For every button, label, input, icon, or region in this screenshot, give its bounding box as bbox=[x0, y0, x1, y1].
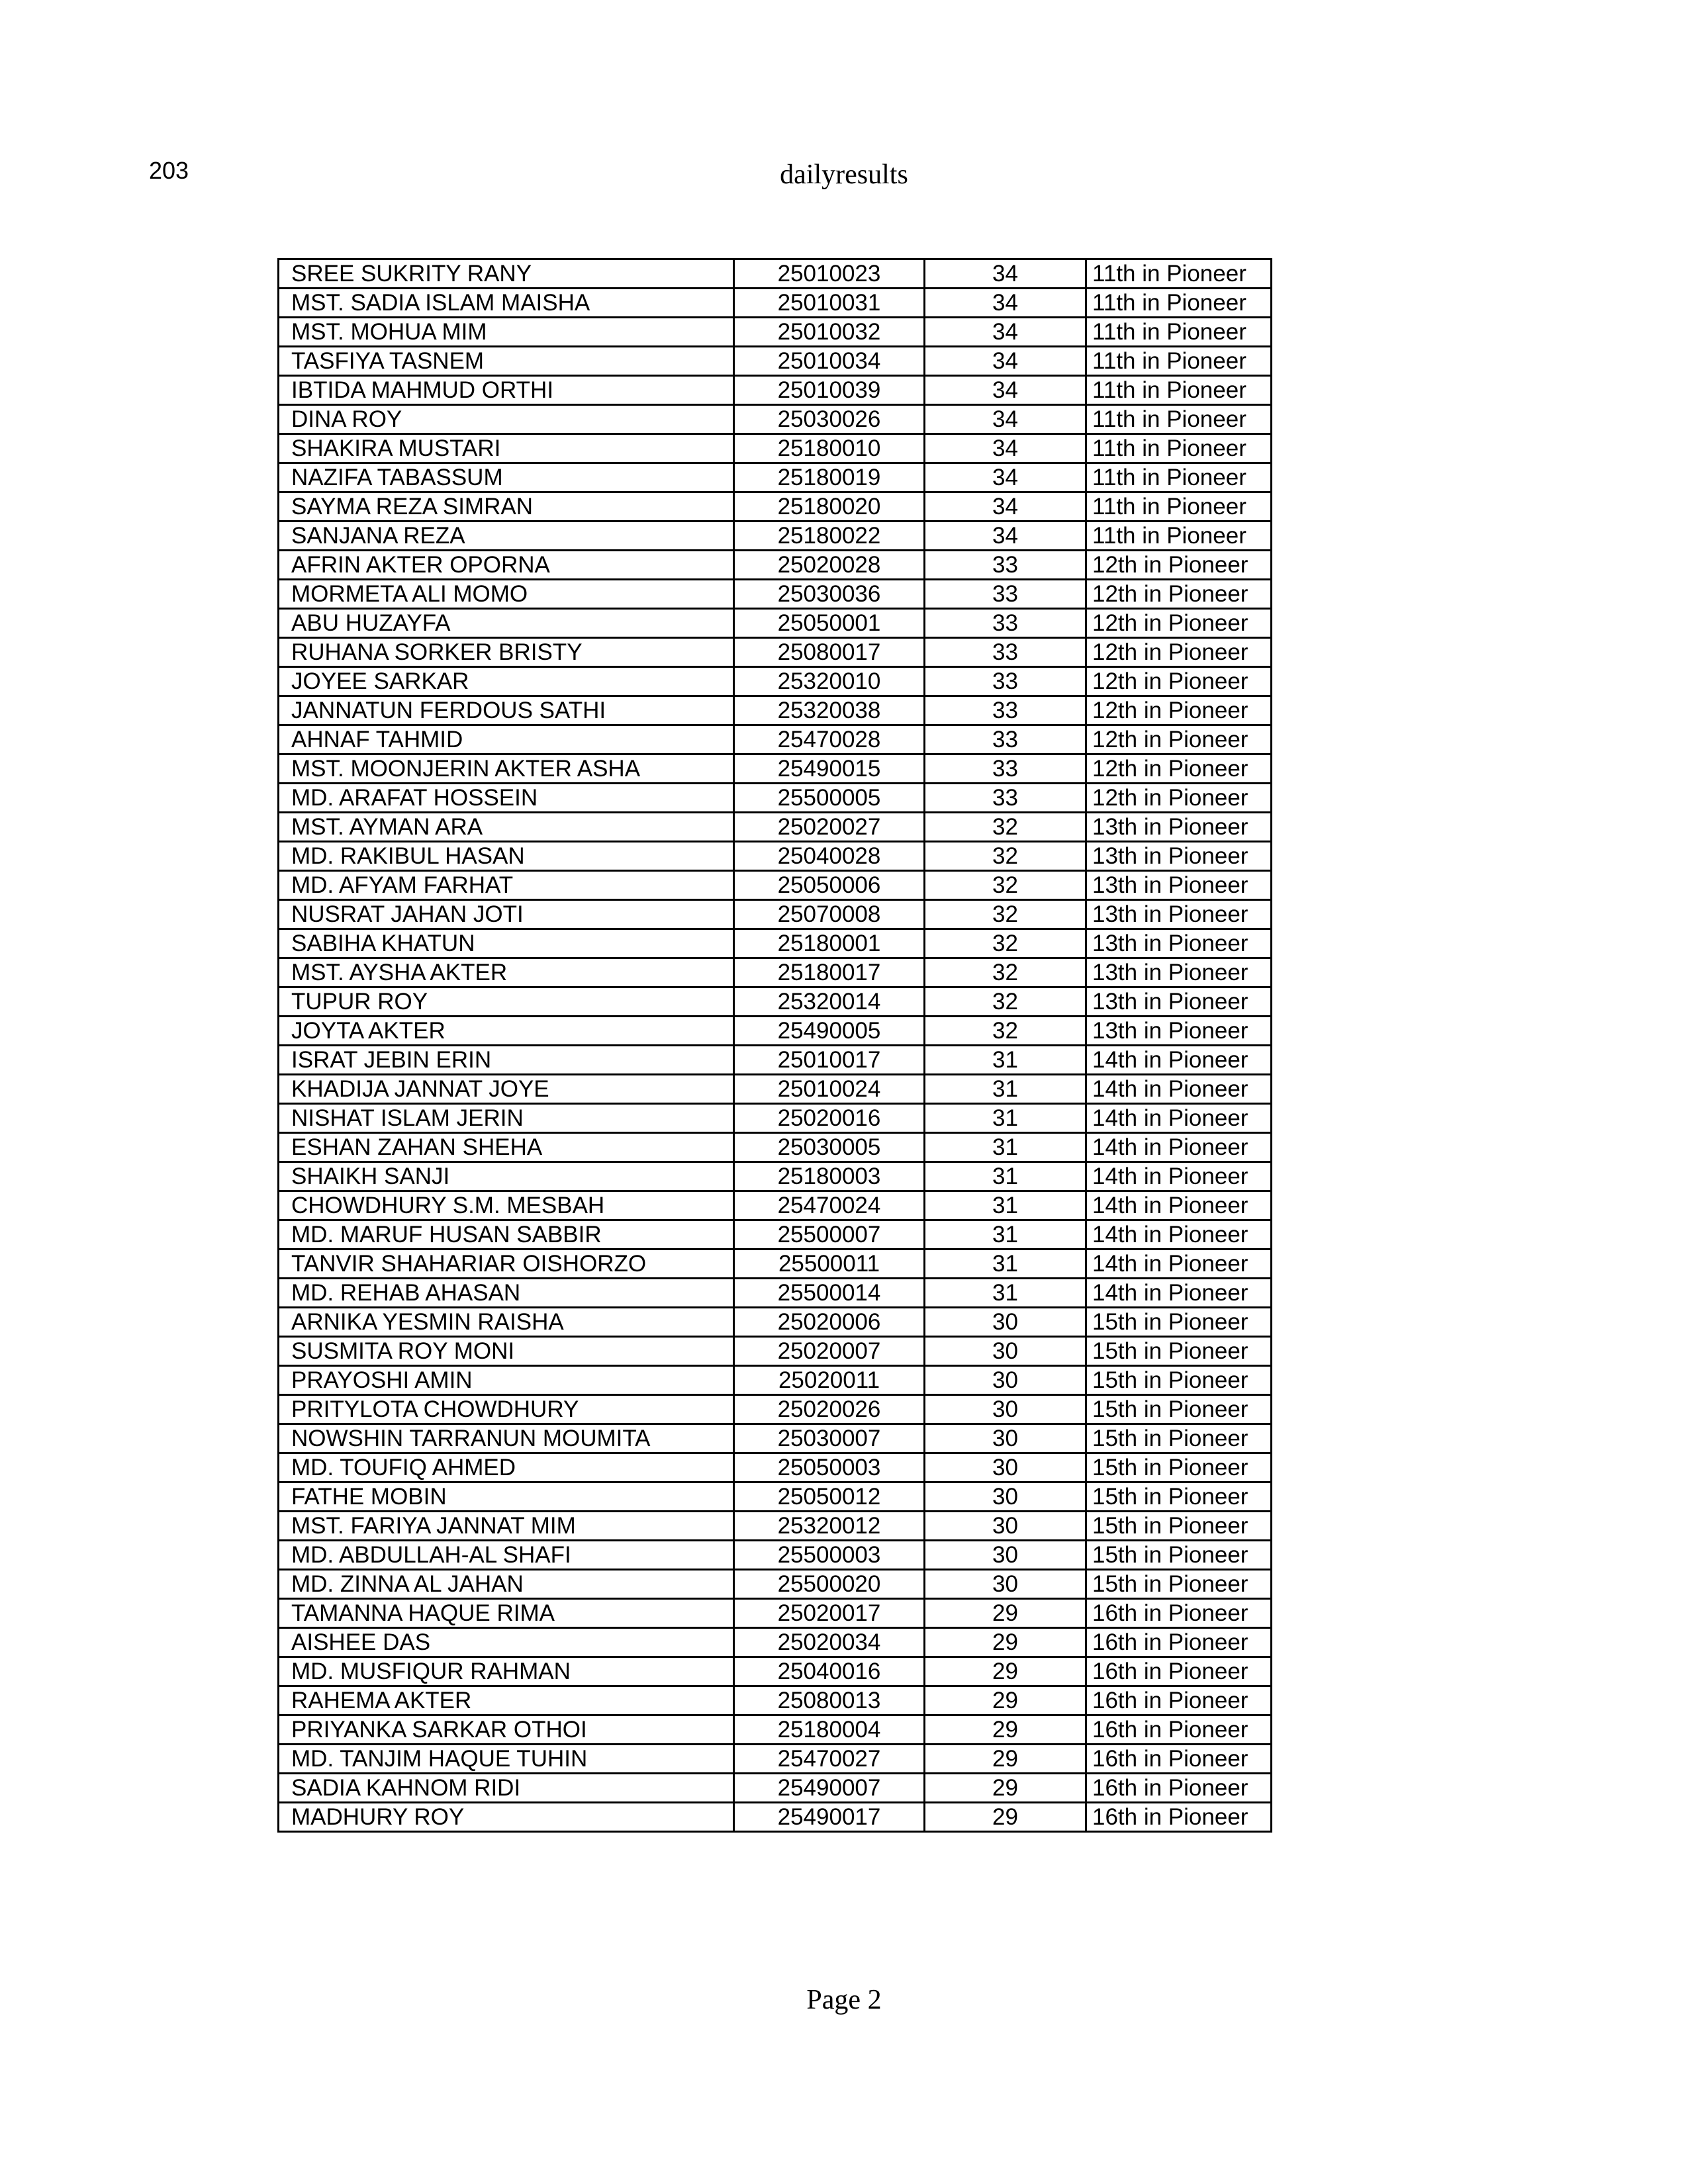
position-cell: 16th in Pioneer bbox=[1086, 1803, 1272, 1832]
table-row bbox=[279, 1570, 1272, 1599]
roll-number-cell: 25180020 bbox=[734, 492, 925, 522]
roll-number-cell: 25020016 bbox=[734, 1104, 925, 1133]
roll-number-cell: 25010039 bbox=[734, 376, 925, 405]
student-name-cell: MST. SADIA ISLAM MAISHA bbox=[279, 289, 734, 318]
student-name-cell: JOYEE SARKAR bbox=[279, 667, 734, 696]
position-cell: 13th in Pioneer bbox=[1086, 958, 1272, 987]
roll-number-cell: 25470027 bbox=[734, 1745, 925, 1774]
marks-cell: 31 bbox=[925, 1104, 1086, 1133]
student-name-cell: MD. RAKIBUL HASAN bbox=[279, 842, 734, 871]
position-cell: 15th in Pioneer bbox=[1086, 1337, 1272, 1366]
position-cell: 14th in Pioneer bbox=[1086, 1046, 1272, 1075]
marks-cell: 30 bbox=[925, 1424, 1086, 1453]
table-row bbox=[279, 318, 1272, 347]
student-name-cell: MST. MOONJERIN AKTER ASHA bbox=[279, 754, 734, 784]
position-cell: 15th in Pioneer bbox=[1086, 1308, 1272, 1337]
student-name-cell: KHADIJA JANNAT JOYE bbox=[279, 1075, 734, 1104]
student-name-cell: SUSMITA ROY MONI bbox=[279, 1337, 734, 1366]
table-row bbox=[279, 1482, 1272, 1512]
marks-cell: 34 bbox=[925, 522, 1086, 551]
roll-number-cell: 25020006 bbox=[734, 1308, 925, 1337]
roll-number-cell: 25500007 bbox=[734, 1220, 925, 1250]
roll-number-cell: 25020011 bbox=[734, 1366, 925, 1395]
roll-number-cell: 25500014 bbox=[734, 1279, 925, 1308]
roll-number-cell: 25320012 bbox=[734, 1512, 925, 1541]
roll-number-cell: 25020017 bbox=[734, 1599, 925, 1628]
table-row bbox=[279, 1133, 1272, 1162]
roll-number-cell: 25180004 bbox=[734, 1715, 925, 1745]
student-name-cell: PRITYLOTA CHOWDHURY bbox=[279, 1395, 734, 1424]
marks-cell: 30 bbox=[925, 1453, 1086, 1482]
table-row bbox=[279, 1366, 1272, 1395]
marks-cell: 33 bbox=[925, 609, 1086, 638]
marks-cell: 32 bbox=[925, 842, 1086, 871]
position-cell: 13th in Pioneer bbox=[1086, 871, 1272, 900]
student-name-cell: CHOWDHURY S.M. MESBAH bbox=[279, 1191, 734, 1220]
student-name-cell: MST. FARIYA JANNAT MIM bbox=[279, 1512, 734, 1541]
position-cell: 11th in Pioneer bbox=[1086, 347, 1272, 376]
position-cell: 14th in Pioneer bbox=[1086, 1104, 1272, 1133]
marks-cell: 30 bbox=[925, 1337, 1086, 1366]
roll-number-cell: 25010034 bbox=[734, 347, 925, 376]
student-name-cell: MD. AFYAM FARHAT bbox=[279, 871, 734, 900]
roll-number-cell: 25470024 bbox=[734, 1191, 925, 1220]
marks-cell: 31 bbox=[925, 1133, 1086, 1162]
roll-number-cell: 25030036 bbox=[734, 580, 925, 609]
table-row bbox=[279, 289, 1272, 318]
table-row bbox=[279, 1541, 1272, 1570]
student-name-cell: ISRAT JEBIN ERIN bbox=[279, 1046, 734, 1075]
roll-number-cell: 25490017 bbox=[734, 1803, 925, 1832]
table-row bbox=[279, 1803, 1272, 1832]
student-name-cell: ESHAN ZAHAN SHEHA bbox=[279, 1133, 734, 1162]
position-cell: 15th in Pioneer bbox=[1086, 1424, 1272, 1453]
marks-cell: 34 bbox=[925, 318, 1086, 347]
student-name-cell: TAMANNA HAQUE RIMA bbox=[279, 1599, 734, 1628]
marks-cell: 34 bbox=[925, 376, 1086, 405]
marks-cell: 29 bbox=[925, 1686, 1086, 1715]
roll-number-cell: 25180001 bbox=[734, 929, 925, 958]
roll-number-cell: 25490007 bbox=[734, 1774, 925, 1803]
student-name-cell: SABIHA KHATUN bbox=[279, 929, 734, 958]
marks-cell: 31 bbox=[925, 1046, 1086, 1075]
table-row bbox=[279, 1046, 1272, 1075]
position-cell: 11th in Pioneer bbox=[1086, 405, 1272, 434]
position-cell: 12th in Pioneer bbox=[1086, 667, 1272, 696]
table-row bbox=[279, 522, 1272, 551]
table-row bbox=[279, 1395, 1272, 1424]
student-name-cell: MD. ARAFAT HOSSEIN bbox=[279, 784, 734, 813]
roll-number-cell: 25040016 bbox=[734, 1657, 925, 1686]
student-name-cell: JOYTA AKTER bbox=[279, 1017, 734, 1046]
student-name-cell: JANNATUN FERDOUS SATHI bbox=[279, 696, 734, 725]
roll-number-cell: 25010031 bbox=[734, 289, 925, 318]
table-row bbox=[279, 434, 1272, 463]
position-cell: 12th in Pioneer bbox=[1086, 551, 1272, 580]
roll-number-cell: 25500003 bbox=[734, 1541, 925, 1570]
table-row bbox=[279, 609, 1272, 638]
position-cell: 13th in Pioneer bbox=[1086, 900, 1272, 929]
page-footer: Page 2 bbox=[806, 1985, 882, 2015]
position-cell: 14th in Pioneer bbox=[1086, 1133, 1272, 1162]
marks-cell: 32 bbox=[925, 1017, 1086, 1046]
table-row bbox=[279, 1599, 1272, 1628]
table-row bbox=[279, 1657, 1272, 1686]
position-cell: 13th in Pioneer bbox=[1086, 1017, 1272, 1046]
roll-number-cell: 25020028 bbox=[734, 551, 925, 580]
marks-cell: 30 bbox=[925, 1482, 1086, 1512]
marks-cell: 31 bbox=[925, 1250, 1086, 1279]
student-name-cell: MST. AYSHA AKTER bbox=[279, 958, 734, 987]
roll-number-cell: 25010024 bbox=[734, 1075, 925, 1104]
student-name-cell: SREE SUKRITY RANY bbox=[279, 259, 734, 289]
table-row bbox=[279, 580, 1272, 609]
student-name-cell: MADHURY ROY bbox=[279, 1803, 734, 1832]
table-row bbox=[279, 1453, 1272, 1482]
table-row bbox=[279, 696, 1272, 725]
student-name-cell: ARNIKA YESMIN RAISHA bbox=[279, 1308, 734, 1337]
marks-cell: 34 bbox=[925, 259, 1086, 289]
roll-number-cell: 25180010 bbox=[734, 434, 925, 463]
position-cell: 15th in Pioneer bbox=[1086, 1541, 1272, 1570]
position-cell: 11th in Pioneer bbox=[1086, 259, 1272, 289]
roll-number-cell: 25050012 bbox=[734, 1482, 925, 1512]
marks-cell: 30 bbox=[925, 1366, 1086, 1395]
student-name-cell: FATHE MOBIN bbox=[279, 1482, 734, 1512]
roll-number-cell: 25050003 bbox=[734, 1453, 925, 1482]
student-name-cell: SANJANA REZA bbox=[279, 522, 734, 551]
position-cell: 12th in Pioneer bbox=[1086, 784, 1272, 813]
student-name-cell: MST. MOHUA MIM bbox=[279, 318, 734, 347]
roll-number-cell: 25500020 bbox=[734, 1570, 925, 1599]
marks-cell: 30 bbox=[925, 1541, 1086, 1570]
table-row bbox=[279, 638, 1272, 667]
position-cell: 14th in Pioneer bbox=[1086, 1075, 1272, 1104]
table-row bbox=[279, 813, 1272, 842]
marks-cell: 31 bbox=[925, 1220, 1086, 1250]
position-cell: 12th in Pioneer bbox=[1086, 609, 1272, 638]
position-cell: 16th in Pioneer bbox=[1086, 1657, 1272, 1686]
roll-number-cell: 25020007 bbox=[734, 1337, 925, 1366]
marks-cell: 29 bbox=[925, 1657, 1086, 1686]
student-name-cell: SAYMA REZA SIMRAN bbox=[279, 492, 734, 522]
table-row bbox=[279, 667, 1272, 696]
roll-number-cell: 25180003 bbox=[734, 1162, 925, 1191]
marks-cell: 33 bbox=[925, 784, 1086, 813]
roll-number-cell: 25500005 bbox=[734, 784, 925, 813]
table-row bbox=[279, 1424, 1272, 1453]
student-name-cell: SHAKIRA MUSTARI bbox=[279, 434, 734, 463]
student-name-cell: SADIA KAHNOM RIDI bbox=[279, 1774, 734, 1803]
student-name-cell: ABU HUZAYFA bbox=[279, 609, 734, 638]
marks-cell: 31 bbox=[925, 1191, 1086, 1220]
table-row bbox=[279, 1191, 1272, 1220]
position-cell: 13th in Pioneer bbox=[1086, 813, 1272, 842]
table-row bbox=[279, 1337, 1272, 1366]
table-row bbox=[279, 784, 1272, 813]
table-row bbox=[279, 1017, 1272, 1046]
roll-number-cell: 25030005 bbox=[734, 1133, 925, 1162]
roll-number-cell: 25010032 bbox=[734, 318, 925, 347]
sheet-title: dailyresults bbox=[780, 159, 908, 190]
position-cell: 11th in Pioneer bbox=[1086, 463, 1272, 492]
table-row bbox=[279, 405, 1272, 434]
position-cell: 13th in Pioneer bbox=[1086, 987, 1272, 1017]
position-cell: 12th in Pioneer bbox=[1086, 725, 1272, 754]
marks-cell: 32 bbox=[925, 958, 1086, 987]
roll-number-cell: 25050006 bbox=[734, 871, 925, 900]
roll-number-cell: 25070008 bbox=[734, 900, 925, 929]
position-cell: 11th in Pioneer bbox=[1086, 492, 1272, 522]
position-cell: 15th in Pioneer bbox=[1086, 1395, 1272, 1424]
table-row bbox=[279, 1220, 1272, 1250]
student-name-cell: AFRIN AKTER OPORNA bbox=[279, 551, 734, 580]
roll-number-cell: 25020026 bbox=[734, 1395, 925, 1424]
marks-cell: 32 bbox=[925, 871, 1086, 900]
table-row bbox=[279, 754, 1272, 784]
student-name-cell: RUHANA SORKER BRISTY bbox=[279, 638, 734, 667]
position-cell: 11th in Pioneer bbox=[1086, 522, 1272, 551]
position-cell: 11th in Pioneer bbox=[1086, 289, 1272, 318]
marks-cell: 29 bbox=[925, 1628, 1086, 1657]
student-name-cell: MD. MARUF HUSAN SABBIR bbox=[279, 1220, 734, 1250]
position-cell: 11th in Pioneer bbox=[1086, 434, 1272, 463]
marks-cell: 30 bbox=[925, 1570, 1086, 1599]
table-row bbox=[279, 1308, 1272, 1337]
roll-number-cell: 25470028 bbox=[734, 725, 925, 754]
table-row bbox=[279, 842, 1272, 871]
table-row bbox=[279, 376, 1272, 405]
position-cell: 16th in Pioneer bbox=[1086, 1599, 1272, 1628]
position-cell: 14th in Pioneer bbox=[1086, 1279, 1272, 1308]
table-row bbox=[279, 929, 1272, 958]
position-cell: 13th in Pioneer bbox=[1086, 929, 1272, 958]
roll-number-cell: 25040028 bbox=[734, 842, 925, 871]
student-name-cell: PRIYANKA SARKAR OTHOI bbox=[279, 1715, 734, 1745]
table-row bbox=[279, 1715, 1272, 1745]
table-row bbox=[279, 1250, 1272, 1279]
marks-cell: 33 bbox=[925, 754, 1086, 784]
marks-cell: 33 bbox=[925, 638, 1086, 667]
position-cell: 15th in Pioneer bbox=[1086, 1453, 1272, 1482]
results-table-body bbox=[279, 259, 1272, 1832]
student-name-cell: MD. ABDULLAH-AL SHAFI bbox=[279, 1541, 734, 1570]
student-name-cell: NAZIFA TABASSUM bbox=[279, 463, 734, 492]
table-row bbox=[279, 1104, 1272, 1133]
student-name-cell: DINA ROY bbox=[279, 405, 734, 434]
position-cell: 12th in Pioneer bbox=[1086, 638, 1272, 667]
marks-cell: 32 bbox=[925, 900, 1086, 929]
student-name-cell: PRAYOSHI AMIN bbox=[279, 1366, 734, 1395]
roll-number-cell: 25020034 bbox=[734, 1628, 925, 1657]
marks-cell: 33 bbox=[925, 725, 1086, 754]
student-name-cell: MD. ZINNA AL JAHAN bbox=[279, 1570, 734, 1599]
marks-cell: 34 bbox=[925, 289, 1086, 318]
position-cell: 15th in Pioneer bbox=[1086, 1570, 1272, 1599]
position-cell: 15th in Pioneer bbox=[1086, 1366, 1272, 1395]
marks-cell: 31 bbox=[925, 1162, 1086, 1191]
marks-cell: 29 bbox=[925, 1745, 1086, 1774]
marks-cell: 34 bbox=[925, 405, 1086, 434]
student-name-cell: AHNAF TAHMID bbox=[279, 725, 734, 754]
position-cell: 16th in Pioneer bbox=[1086, 1686, 1272, 1715]
roll-number-cell: 25050001 bbox=[734, 609, 925, 638]
table-row bbox=[279, 1279, 1272, 1308]
marks-cell: 34 bbox=[925, 434, 1086, 463]
marks-cell: 29 bbox=[925, 1803, 1086, 1832]
roll-number-cell: 25180019 bbox=[734, 463, 925, 492]
position-cell: 16th in Pioneer bbox=[1086, 1628, 1272, 1657]
table-row bbox=[279, 900, 1272, 929]
table-row bbox=[279, 1628, 1272, 1657]
student-name-cell: MD. REHAB AHASAN bbox=[279, 1279, 734, 1308]
position-cell: 14th in Pioneer bbox=[1086, 1191, 1272, 1220]
position-cell: 16th in Pioneer bbox=[1086, 1745, 1272, 1774]
position-cell: 13th in Pioneer bbox=[1086, 842, 1272, 871]
marks-cell: 29 bbox=[925, 1599, 1086, 1628]
table-row bbox=[279, 492, 1272, 522]
marks-cell: 32 bbox=[925, 929, 1086, 958]
marks-cell: 30 bbox=[925, 1512, 1086, 1541]
marks-cell: 32 bbox=[925, 813, 1086, 842]
student-name-cell: MORMETA ALI MOMO bbox=[279, 580, 734, 609]
position-cell: 11th in Pioneer bbox=[1086, 376, 1272, 405]
marks-cell: 30 bbox=[925, 1395, 1086, 1424]
marks-cell: 31 bbox=[925, 1279, 1086, 1308]
table-row bbox=[279, 871, 1272, 900]
student-name-cell: IBTIDA MAHMUD ORTHI bbox=[279, 376, 734, 405]
marks-cell: 31 bbox=[925, 1075, 1086, 1104]
roll-number-cell: 25080013 bbox=[734, 1686, 925, 1715]
student-name-cell: NOWSHIN TARRANUN MOUMITA bbox=[279, 1424, 734, 1453]
table-row bbox=[279, 1162, 1272, 1191]
marks-cell: 33 bbox=[925, 667, 1086, 696]
roll-number-cell: 25020027 bbox=[734, 813, 925, 842]
roll-number-cell: 25490015 bbox=[734, 754, 925, 784]
position-cell: 12th in Pioneer bbox=[1086, 580, 1272, 609]
marks-cell: 34 bbox=[925, 347, 1086, 376]
student-name-cell: RAHEMA AKTER bbox=[279, 1686, 734, 1715]
table-row bbox=[279, 259, 1272, 289]
marks-cell: 33 bbox=[925, 551, 1086, 580]
roll-number-cell: 25080017 bbox=[734, 638, 925, 667]
table-row bbox=[279, 463, 1272, 492]
table-row bbox=[279, 1512, 1272, 1541]
marks-cell: 32 bbox=[925, 987, 1086, 1017]
table-row bbox=[279, 347, 1272, 376]
table-row bbox=[279, 958, 1272, 987]
student-name-cell: NUSRAT JAHAN JOTI bbox=[279, 900, 734, 929]
marks-cell: 33 bbox=[925, 696, 1086, 725]
position-cell: 16th in Pioneer bbox=[1086, 1774, 1272, 1803]
results-table bbox=[277, 258, 1272, 1833]
student-name-cell: TANVIR SHAHARIAR OISHORZO bbox=[279, 1250, 734, 1279]
marks-cell: 33 bbox=[925, 580, 1086, 609]
student-name-cell: TUPUR ROY bbox=[279, 987, 734, 1017]
student-name-cell: AISHEE DAS bbox=[279, 1628, 734, 1657]
position-cell: 15th in Pioneer bbox=[1086, 1512, 1272, 1541]
student-name-cell: MST. AYMAN ARA bbox=[279, 813, 734, 842]
roll-number-cell: 25180017 bbox=[734, 958, 925, 987]
marks-cell: 34 bbox=[925, 463, 1086, 492]
roll-number-cell: 25030026 bbox=[734, 405, 925, 434]
marks-cell: 30 bbox=[925, 1308, 1086, 1337]
roll-number-cell: 25030007 bbox=[734, 1424, 925, 1453]
roll-number-cell: 25320014 bbox=[734, 987, 925, 1017]
roll-number-cell: 25500011 bbox=[734, 1250, 925, 1279]
position-cell: 15th in Pioneer bbox=[1086, 1482, 1272, 1512]
table-row bbox=[279, 1686, 1272, 1715]
position-cell: 14th in Pioneer bbox=[1086, 1250, 1272, 1279]
marks-cell: 29 bbox=[925, 1715, 1086, 1745]
table-row bbox=[279, 1075, 1272, 1104]
position-cell: 14th in Pioneer bbox=[1086, 1162, 1272, 1191]
table-row bbox=[279, 1774, 1272, 1803]
roll-number-cell: 25320010 bbox=[734, 667, 925, 696]
table-row bbox=[279, 1745, 1272, 1774]
student-name-cell: NISHAT ISLAM JERIN bbox=[279, 1104, 734, 1133]
marks-cell: 34 bbox=[925, 492, 1086, 522]
table-row bbox=[279, 551, 1272, 580]
roll-number-cell: 25180022 bbox=[734, 522, 925, 551]
position-cell: 12th in Pioneer bbox=[1086, 754, 1272, 784]
roll-number-cell: 25010017 bbox=[734, 1046, 925, 1075]
student-name-cell: MD. MUSFIQUR RAHMAN bbox=[279, 1657, 734, 1686]
table-row bbox=[279, 987, 1272, 1017]
marks-cell: 29 bbox=[925, 1774, 1086, 1803]
position-cell: 16th in Pioneer bbox=[1086, 1715, 1272, 1745]
position-cell: 14th in Pioneer bbox=[1086, 1220, 1272, 1250]
position-cell: 11th in Pioneer bbox=[1086, 318, 1272, 347]
page-number: 203 bbox=[149, 157, 189, 184]
position-cell: 12th in Pioneer bbox=[1086, 696, 1272, 725]
student-name-cell: MD. TANJIM HAQUE TUHIN bbox=[279, 1745, 734, 1774]
student-name-cell: SHAIKH SANJI bbox=[279, 1162, 734, 1191]
student-name-cell: TASFIYA TASNEM bbox=[279, 347, 734, 376]
roll-number-cell: 25010023 bbox=[734, 259, 925, 289]
student-name-cell: MD. TOUFIQ AHMED bbox=[279, 1453, 734, 1482]
roll-number-cell: 25320038 bbox=[734, 696, 925, 725]
table-row bbox=[279, 725, 1272, 754]
roll-number-cell: 25490005 bbox=[734, 1017, 925, 1046]
